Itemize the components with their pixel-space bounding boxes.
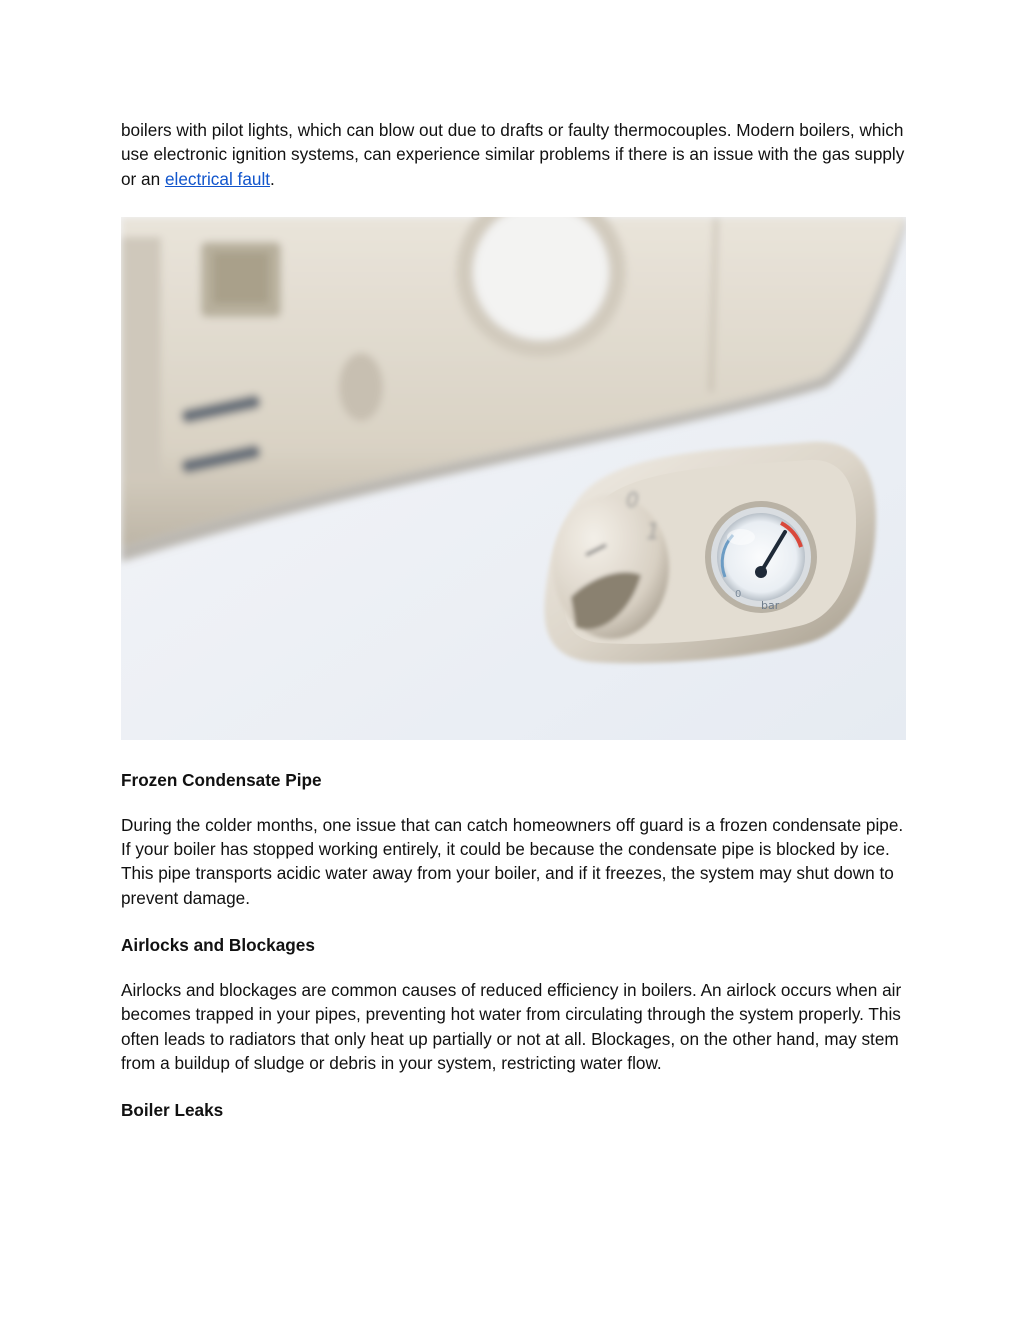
svg-text:1: 1 bbox=[646, 519, 660, 545]
heading-frozen-condensate-pipe: Frozen Condensate Pipe bbox=[121, 769, 322, 790]
electrical-fault-link[interactable]: electrical fault bbox=[164, 168, 271, 189]
svg-text:0: 0 bbox=[626, 487, 639, 512]
intro-text: boilers with pilot lights, which can blow out due to drafts or faulty thermocouples. Modern boilers, which use electronic ignition systems, can experience similar problems if there is an issue with the gas supply or an bbox=[121, 120, 905, 189]
boiler-control-panel-photo bbox=[121, 217, 906, 740]
heading-airlocks-and-blockages: Airlocks and Blockages bbox=[121, 935, 315, 956]
gauge-label-zero: 0 bbox=[735, 588, 742, 600]
intro-text-end: . bbox=[270, 168, 275, 189]
document-page bbox=[121, 118, 907, 1122]
paragraph-airlocks-and-blockages: Airlocks and blockages are common causes of reduced efficiency in boilers. An airlock occurs when air becomes trapped in your pipes, preventing hot water from circulating through the system properly. This often leads to radiators that only heat up partially or not at all. Blockages, on the other hand, may stem from a buildup of sludge or debris in your system, restricting water flow. bbox=[121, 980, 902, 1073]
paragraph-frozen-condensate-pipe: During the colder months, one issue that can catch homeowners off guard is a frozen condensate pipe. If your boiler has stopped working entirely, it could be because the condensate pipe is blocked by ice. This pipe transports acidic water away from your boiler, and if it freezes, the system may shut down to prevent damage. bbox=[121, 814, 904, 908]
intro-paragraph bbox=[121, 118, 907, 191]
gauge-label-bar: bar bbox=[761, 598, 780, 612]
heading-boiler-leaks: Boiler Leaks bbox=[121, 1100, 224, 1121]
